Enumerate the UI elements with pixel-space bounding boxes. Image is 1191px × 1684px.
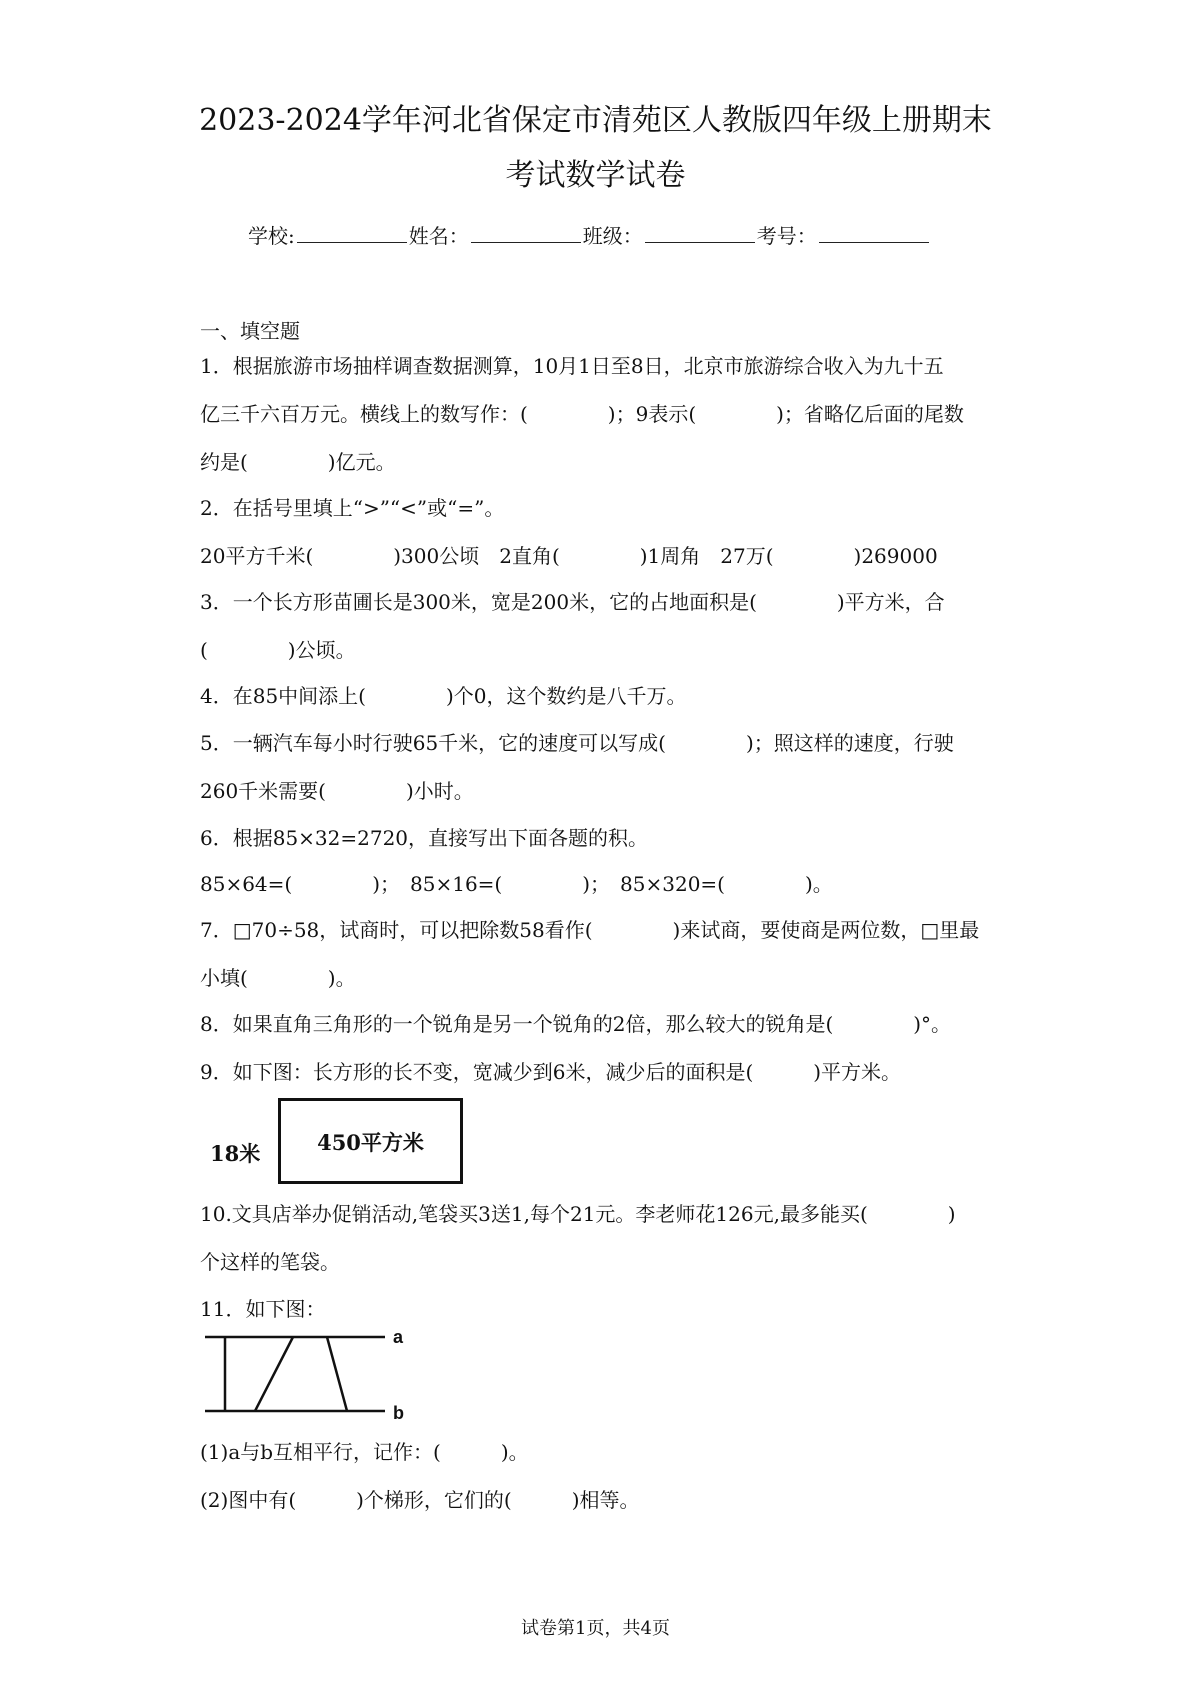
- segment-slant-right: [327, 1337, 347, 1411]
- figure-9-side-label: 18米: [210, 1141, 261, 1166]
- question-9: 9．如下图：长方形的长不变，宽减少到6米，减少后的面积是( )平方米。: [200, 1060, 902, 1084]
- title-line-2: 考试数学试卷: [505, 158, 686, 193]
- question-6-line-1: 6．根据85×32=2720，直接写出下面各题的积。: [200, 826, 649, 850]
- segment-slant-left: [255, 1337, 293, 1411]
- figure-11-diagram: [200, 1325, 420, 1425]
- question-5-line-2: 260千米需要( )小时。: [200, 779, 474, 803]
- school-label: 学校:: [248, 224, 295, 248]
- question-3-line-2: ( )公顷。: [200, 638, 356, 662]
- question-1-line-1: 1．根据旅游市场抽样调查数据测算，10月1日至8日，北京市旅游综合收入为九十五: [200, 354, 944, 378]
- student-info-line: [248, 220, 931, 249]
- exam-no-label: 考号：: [756, 224, 817, 248]
- question-10-line-1: 10.文具店举办促销活动,笔袋买3送1,每个21元。李老师花126元,最多能买( ): [200, 1202, 956, 1226]
- title-line-1: 2023-2024学年河北省保定市清苑区人教版四年级上册期末: [199, 103, 992, 138]
- question-5-line-1: 5．一辆汽车每小时行驶65千米，它的速度可以写成( )；照这样的速度，行驶: [200, 731, 954, 755]
- label-a: a: [393, 1327, 404, 1347]
- school-blank: [297, 224, 407, 243]
- figure-9-area-label: 450平方米: [317, 1130, 424, 1155]
- question-1-line-2: 亿三千六百万元。横线上的数写作：( )；9表示( )；省略亿后面的尾数: [200, 402, 964, 426]
- class-label: 班级：: [582, 224, 643, 248]
- section-heading: 一、填空题: [200, 319, 300, 343]
- question-7-line-1: 7．□70÷58，试商时，可以把除数58看作( )来试商，要使商是两位数，□里最: [200, 918, 980, 942]
- question-11-sub-2: (2)图中有( )个梯形，它们的( )相等。: [200, 1488, 640, 1512]
- question-8: 8．如果直角三角形的一个锐角是另一个锐角的2倍，那么较大的锐角是( )°。: [200, 1012, 952, 1036]
- exam-no-blank: [819, 224, 929, 243]
- question-6-line-2: 85×64=( )； 85×16=( )； 85×320=( )。: [200, 872, 833, 896]
- page-footer: 试卷第1页，共4页: [521, 1618, 670, 1639]
- question-1-line-3: 约是( )亿元。: [200, 450, 396, 474]
- question-11-sub-1: (1)a与b互相平行，记作：( )。: [200, 1440, 529, 1464]
- question-2-line-1: 2．在括号里填上“>”“<”或“=”。: [200, 496, 505, 520]
- question-10-line-2: 个这样的笔袋。: [200, 1250, 340, 1274]
- question-7-line-2: 小填( )。: [200, 966, 356, 990]
- figure-9-rectangle: [278, 1098, 463, 1184]
- name-blank: [471, 224, 581, 243]
- question-4: 4．在85中间添上( )个0，这个数约是八千万。: [200, 684, 687, 708]
- question-11: 11．如下图：: [200, 1297, 326, 1321]
- question-3-line-1: 3．一个长方形苗圃长是300米，宽是200米，它的占地面积是( )平方米，合: [200, 590, 945, 614]
- label-b: b: [393, 1403, 404, 1423]
- name-label: 姓名：: [408, 224, 469, 248]
- class-blank: [645, 224, 755, 243]
- question-2-line-2: 20平方千米( )300公顷 2直角( )1周角 27万( )269000: [200, 544, 938, 568]
